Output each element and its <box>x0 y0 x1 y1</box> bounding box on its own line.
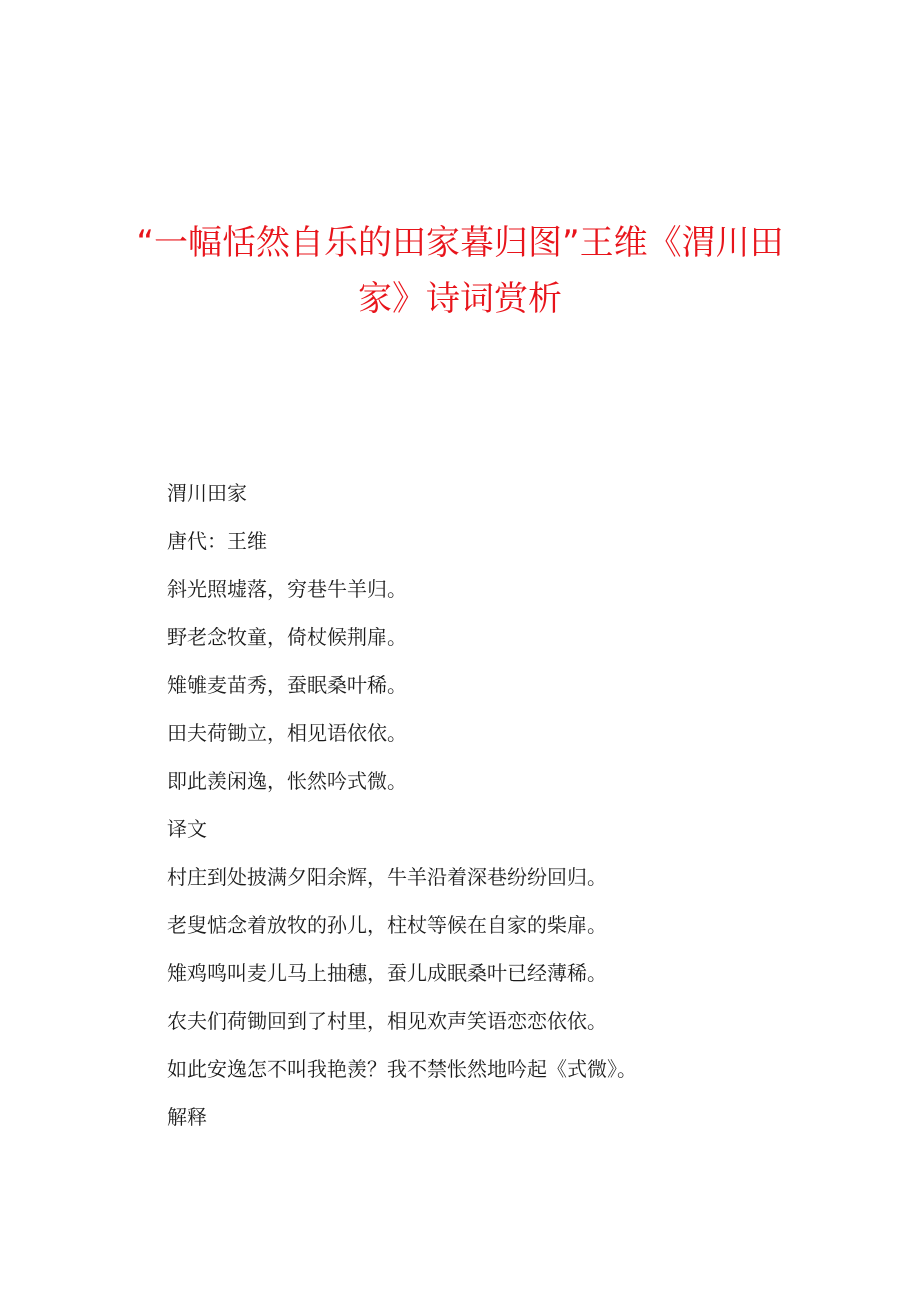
title-line-1: “一幅恬然自乐的田家暮归图”王维《渭川田 <box>136 222 784 263</box>
translation-line: 雉鸡鸣叫麦儿马上抽穗，蚕儿成眠桑叶已经薄稀。 <box>167 961 607 985</box>
translation-line: 村庄到处披满夕阳余辉，牛羊沿着深巷纷纷回归。 <box>167 865 607 889</box>
section-heading-explanation: 解释 <box>167 1105 207 1129</box>
section-heading-translation: 译文 <box>167 817 207 841</box>
poem-line: 即此羡闲逸，怅然吟式微。 <box>167 769 407 793</box>
poem-line: 田夫荷锄立，相见语依依。 <box>167 721 407 745</box>
translation-line: 农夫们荷锄回到了村里，相见欢声笑语恋恋依依。 <box>167 1009 607 1033</box>
poem-title: 渭川田家 <box>167 481 247 505</box>
document-title <box>100 215 820 327</box>
poem-author: 唐代：王维 <box>167 529 267 553</box>
poem-line: 斜光照墟落，穷巷牛羊归。 <box>167 577 407 601</box>
poem-line: 雉雊麦苗秀，蚕眠桑叶稀。 <box>167 673 407 697</box>
document-body <box>167 481 787 1153</box>
poem-line: 野老念牧童，倚杖候荆扉。 <box>167 625 407 649</box>
translation-line: 如此安逸怎不叫我艳羡？我不禁怅然地吟起《式微》。 <box>167 1057 637 1081</box>
title-line-2: 家》诗词赏析 <box>358 278 562 319</box>
translation-line: 老叟惦念着放牧的孙儿，柱杖等候在自家的柴扉。 <box>167 913 607 937</box>
